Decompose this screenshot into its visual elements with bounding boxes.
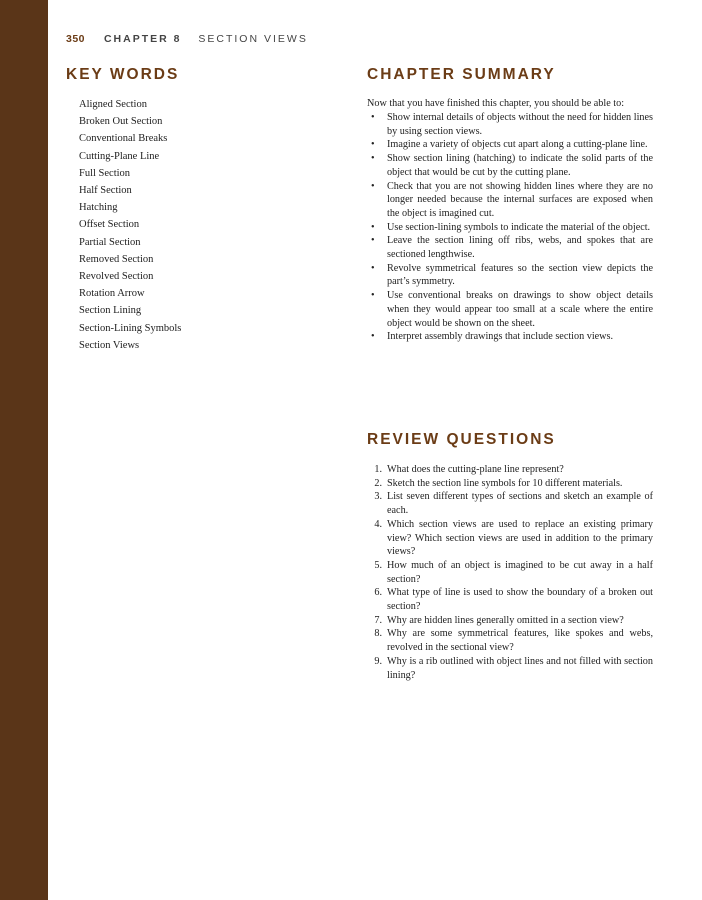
chapter-label: CHAPTER 8 (103, 33, 182, 45)
summary-item-text: Use section-lining symbols to indicate the material of the object. (387, 221, 651, 233)
review-question (367, 655, 653, 682)
summary-item (371, 221, 653, 235)
key-word-item: Removed Section (79, 253, 154, 265)
page-margin-bar (0, 0, 48, 900)
summary-item-text: Leave the section lining off ribs, webs, and spokes that are sectioned lengthwise. (387, 235, 653, 261)
question-number: 3. (374, 491, 382, 503)
question-number: 5. (374, 559, 382, 571)
key-word-item: Section Views (79, 339, 140, 351)
key-word-item: Rotation Arrow (79, 288, 145, 300)
review-question (367, 586, 653, 613)
review-question (367, 559, 653, 586)
summary-item-text: Check that you are not showing hidden lines where they are no longer needed because the internal surfaces are exposed when the object is imagined cut. (387, 180, 653, 219)
review-question (367, 518, 653, 559)
summary-item-text: Use conventional breaks on drawings to show object details when they would appear too small at a scale where the entire object would be shown on the sheet. (387, 290, 653, 329)
summary-item (371, 289, 653, 330)
review-question (367, 490, 653, 517)
question-text: How much of an object is imagined to be cut away in a half section? (387, 559, 653, 585)
key-word-item: Cutting-Plane Line (79, 150, 160, 162)
summary-item-text: Revolve symmetrical features so the section view depicts the part’s symmetry. (387, 262, 653, 288)
review-question (367, 614, 653, 628)
bullet-icon: • (371, 262, 375, 274)
bullet-icon: • (371, 112, 375, 123)
review-questions-heading: REVIEW QUESTIONS (367, 431, 556, 448)
question-text: Why are some symmetrical features, like spokes and webs, revolved in the sectional view? (387, 628, 653, 654)
bullet-icon: • (371, 221, 375, 233)
review-question (367, 477, 653, 491)
question-number: 9. (374, 655, 382, 667)
chapter-summary-heading: CHAPTER SUMMARY (367, 66, 556, 83)
summary-item (371, 262, 653, 289)
review-question (367, 463, 653, 477)
summary-item (371, 180, 653, 221)
chapter-summary-list (371, 111, 653, 344)
bullet-icon: • (371, 331, 375, 343)
key-word-item: Conventional Breaks (79, 133, 168, 145)
question-text: Which section views are used to replace an existing primary view? Which section views are used in addition to the primary views? (387, 518, 653, 558)
key-words-heading: KEY WORDS (66, 66, 180, 83)
question-number: 2. (374, 477, 382, 489)
summary-item-text: Interpret assembly drawings that include section views. (387, 331, 614, 343)
bullet-icon: • (371, 235, 375, 247)
question-number: 7. (374, 614, 382, 626)
summary-item-text: Show section lining (hatching) to indicate the solid parts of the object that would be cut by the cutting plane. (387, 153, 653, 178)
key-word-item: Section Lining (79, 305, 142, 317)
question-text: Sketch the section line symbols for 10 different materials. (387, 477, 623, 489)
key-word-item: Offset Section (79, 219, 140, 231)
key-words-list (79, 96, 181, 354)
question-text: List seven different types of sections and sketch an example of each. (387, 491, 653, 517)
key-word-item: Half Section (79, 185, 132, 197)
question-number: 1. (374, 464, 382, 475)
question-number: 8. (374, 628, 382, 640)
question-number: 4. (374, 518, 382, 530)
chapter-title: SECTION VIEWS (198, 33, 308, 45)
running-head (66, 33, 308, 45)
chapter-summary-intro: Now that you have finished this chapter, you should be able to: (367, 98, 625, 109)
bullet-icon: • (371, 153, 375, 165)
summary-item-text: Show internal details of objects without the need for hidden lines by using section views. (387, 112, 653, 137)
summary-item (371, 330, 653, 344)
summary-item (371, 111, 653, 138)
page-number: 350 (66, 33, 86, 45)
key-word-item: Revolved Section (79, 271, 154, 283)
key-word-item: Aligned Section (79, 99, 147, 110)
bullet-icon: • (371, 290, 375, 302)
bullet-icon: • (371, 180, 375, 192)
summary-item (371, 138, 653, 152)
review-question (367, 627, 653, 654)
summary-item (371, 234, 653, 261)
key-word-item: Section-Lining Symbols (79, 322, 182, 334)
question-text: What type of line is used to show the boundary of a broken out section? (387, 587, 653, 613)
question-text: Why are hidden lines generally omitted in a section view? (387, 614, 624, 626)
key-word-item: Hatching (79, 202, 118, 214)
key-word-item: Broken Out Section (79, 116, 163, 128)
question-number: 6. (374, 587, 382, 599)
summary-item (371, 152, 653, 179)
review-questions-list (367, 463, 653, 682)
question-text: What does the cutting-plane line represent? (387, 464, 564, 475)
key-word-item: Partial Section (79, 236, 141, 248)
question-text: Why is a rib outlined with object lines and not filled with section lining? (387, 655, 653, 681)
summary-item-text: Imagine a variety of objects cut apart along a cutting-plane line. (387, 139, 648, 151)
bullet-icon: • (371, 139, 375, 151)
key-word-item: Full Section (79, 167, 131, 179)
